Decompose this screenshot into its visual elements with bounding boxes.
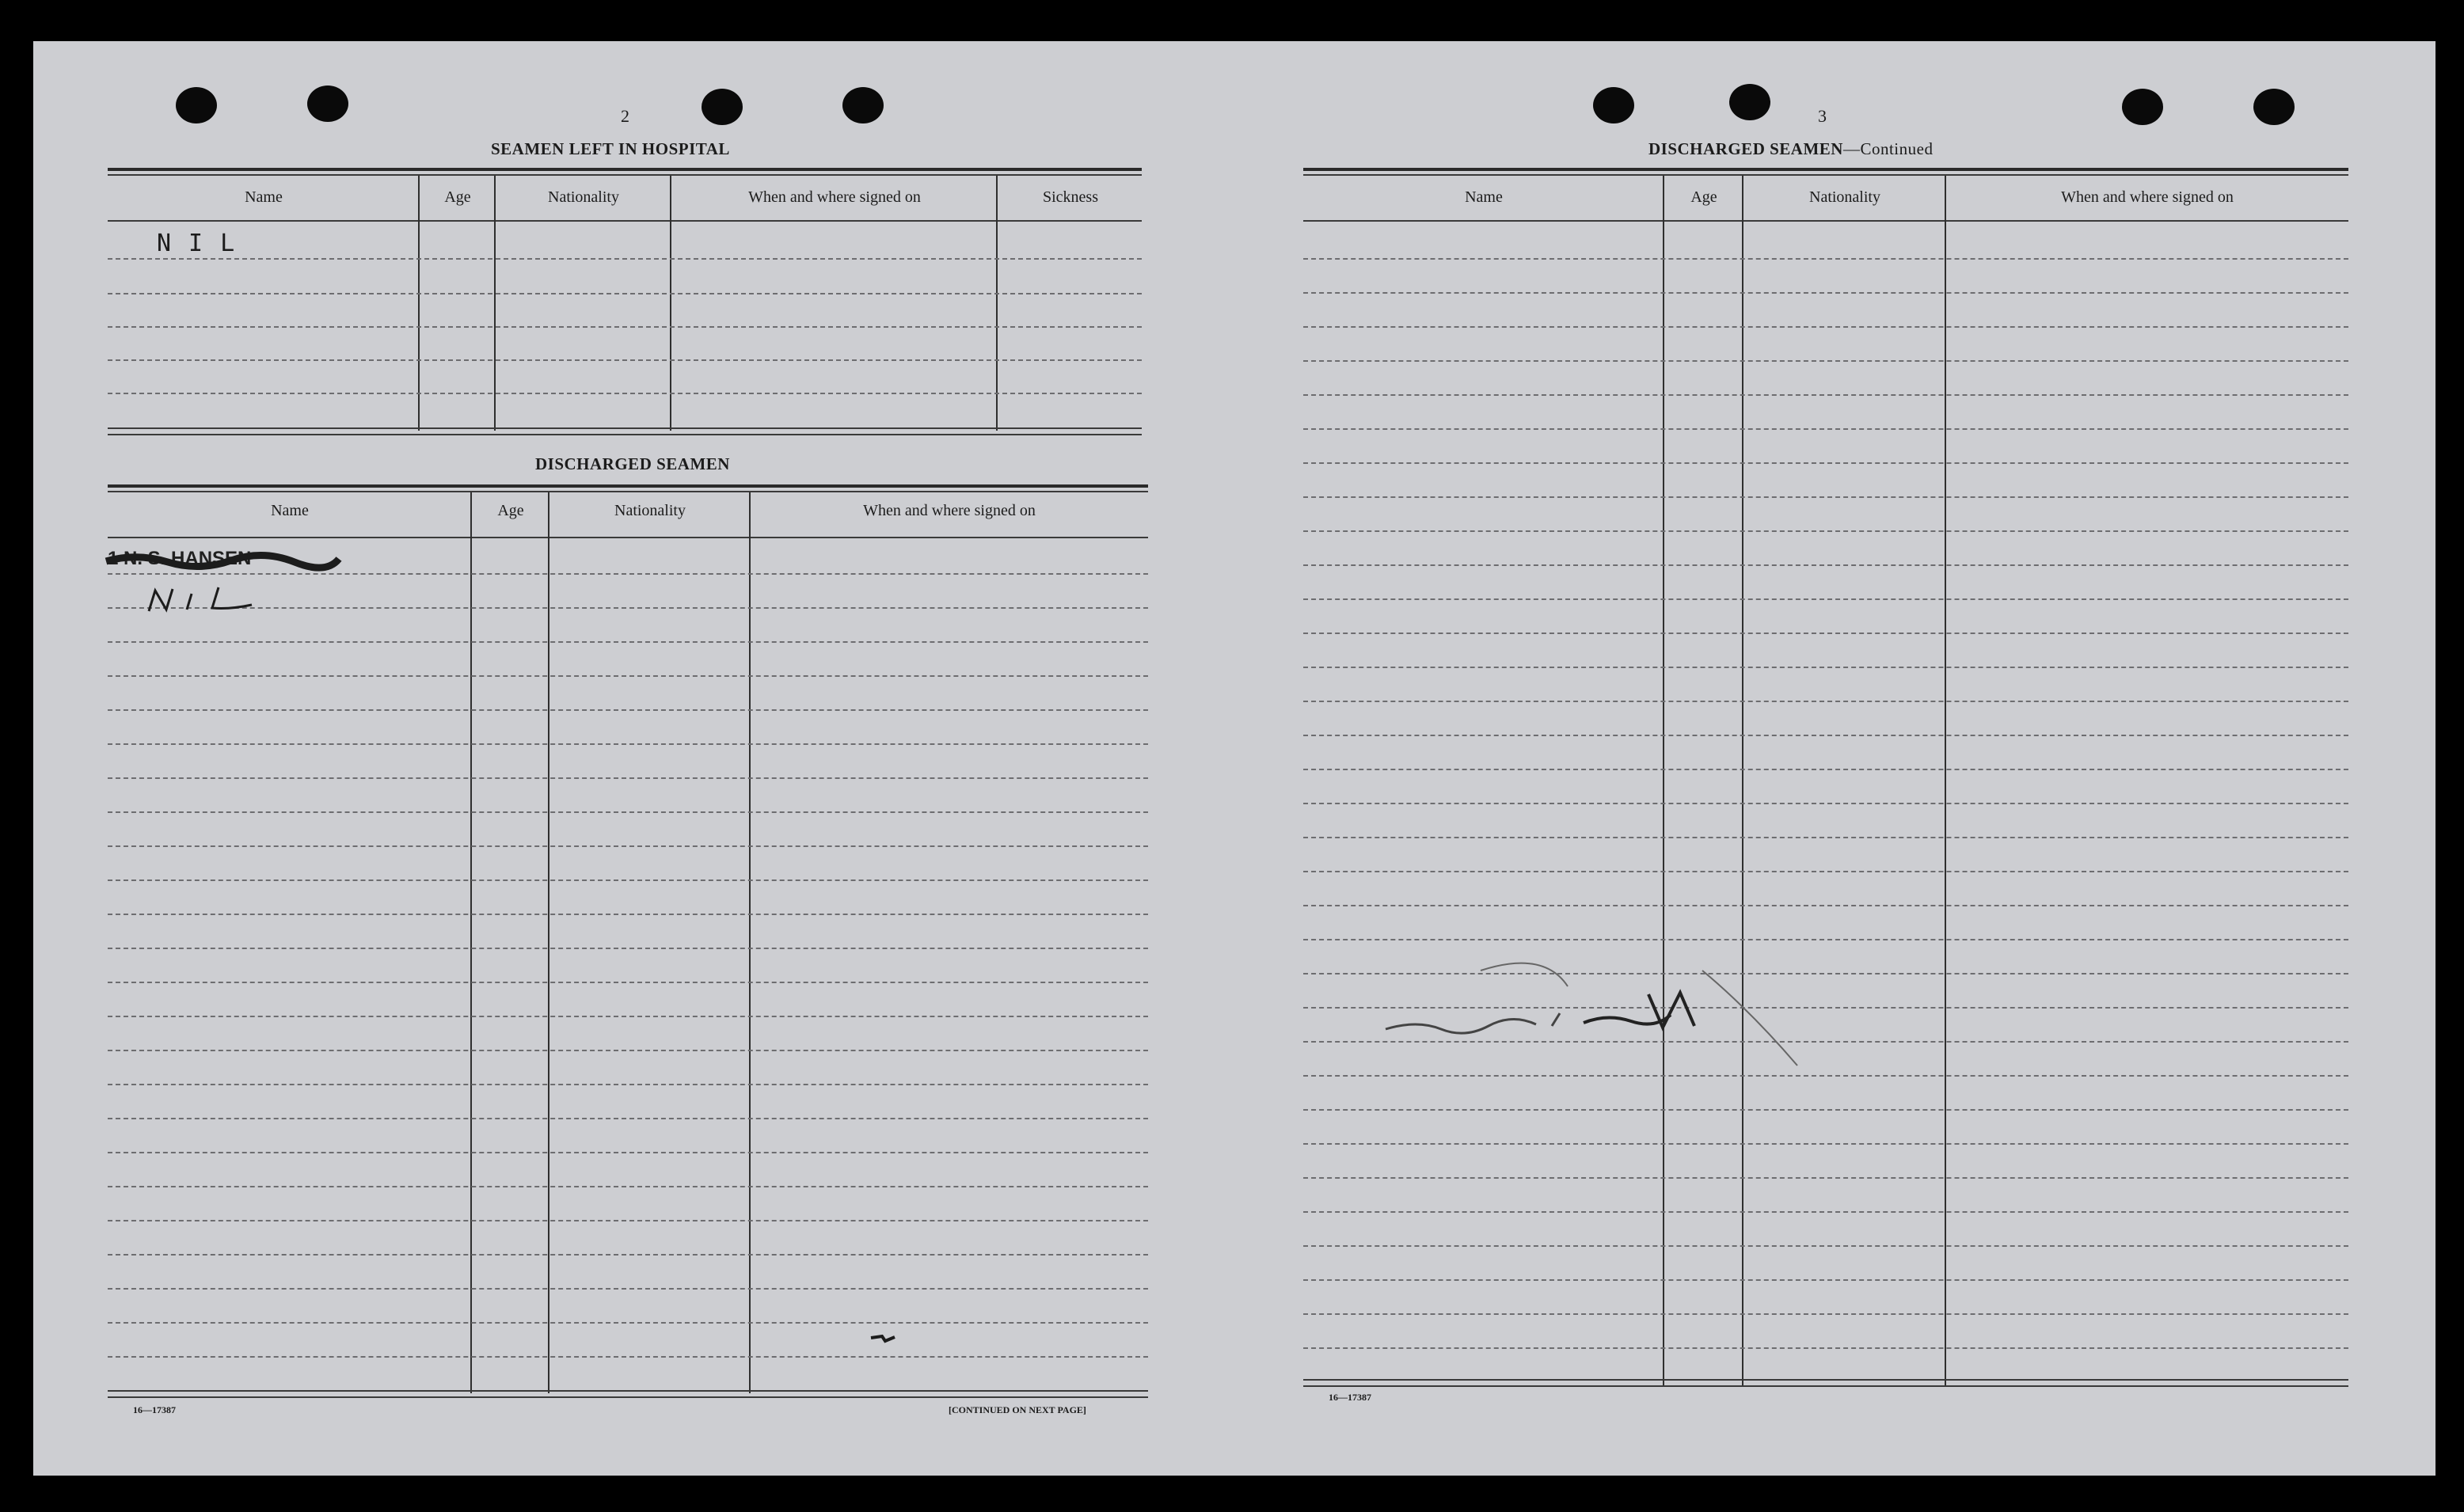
hospital-entry-nil: NIL [157,230,253,257]
entry-line [108,914,1148,915]
entry-line [1303,462,2348,464]
discharged-header-age: Age [497,502,524,519]
entry-line [108,1118,1148,1119]
punch-hole [1729,84,1770,120]
entry-line [1303,667,2348,668]
rule [108,174,1142,176]
entry-line [108,641,1148,643]
discharged-continued-title [1648,139,1933,159]
column-divider [470,492,472,1393]
punch-hole [702,89,743,125]
rule [1303,220,2348,222]
entry-line [1303,598,2348,600]
entry-line [108,573,1148,575]
hospital-header-name: Name [245,188,283,206]
punch-hole [2122,89,2163,125]
discharged-header-name: Name [271,502,309,519]
document-sheet [33,41,2435,1476]
entry-line [108,326,1142,328]
entry-line [108,1050,1148,1051]
entry-line [108,1254,1148,1256]
entry-line [108,709,1148,711]
entry-line [108,1152,1148,1153]
entry-line [1303,1177,2348,1179]
rule [108,1390,1148,1392]
discharged-continued-title-bold: DISCHARGED SEAMEN [1648,139,1843,158]
form-number-left: 16—17387 [133,1404,176,1415]
rule [108,168,1142,171]
discharged-header-nationality: Nationality [614,502,686,519]
entry-line [108,1220,1148,1221]
entry-line [108,258,1142,260]
entry-line [1303,905,2348,906]
entry-line [108,777,1148,779]
entry-line [1303,394,2348,396]
column-divider [749,492,751,1393]
right-header-signed-on: When and where signed on [2061,188,2234,206]
entry-line [108,293,1142,294]
entry-line [1303,803,2348,804]
entry-line [108,948,1148,949]
right-header-name: Name [1465,188,1503,206]
entry-line [1303,701,2348,702]
rule [108,434,1142,435]
punch-hole [1593,87,1634,123]
rule [108,484,1148,488]
punch-hole [307,85,348,122]
form-number-right: 16—17387 [1329,1392,1371,1403]
discharged-section-title: DISCHARGED SEAMEN [535,454,730,473]
entry-line [108,1322,1148,1324]
entry-line [108,1084,1148,1085]
entry-line [1303,360,2348,362]
entry-line [108,675,1148,677]
entry-line [1303,769,2348,770]
entry-line [1303,1313,2348,1315]
rule [108,491,1148,492]
punch-hole [176,87,217,123]
column-divider [1945,176,1946,1385]
rule [108,427,1142,429]
struck-out-entry: 1 N. S. HANSEN [108,548,252,569]
rule [108,537,1148,538]
entry-line [1303,735,2348,736]
entry-line [108,743,1148,745]
rule [1303,1385,2348,1387]
entry-line [1303,564,2348,566]
punch-hole [842,87,884,123]
hospital-section-title: SEAMEN LEFT IN HOSPITAL [491,139,730,158]
right-header-age: Age [1690,188,1717,206]
continued-note: [CONTINUED ON NEXT PAGE] [949,1404,1086,1415]
discharged-header-signed-on: When and where signed on [863,502,1036,519]
entry-line [1303,1075,2348,1077]
rule [1303,168,2348,171]
entry-line [1303,428,2348,430]
entry-line [1303,1211,2348,1213]
entry-line [1303,496,2348,498]
rule [108,220,1142,222]
column-divider [1742,176,1743,1385]
handwritten-nil [143,583,261,616]
entry-line [108,1356,1148,1358]
punch-hole [2253,89,2295,125]
entry-line [1303,326,2348,328]
entry-line [108,1186,1148,1187]
column-divider [1663,176,1664,1385]
entry-line [108,359,1142,361]
rule [1303,1379,2348,1381]
entry-line [1303,939,2348,940]
entry-line [108,1288,1148,1290]
entry-line [1303,1109,2348,1111]
entry-line [1303,871,2348,872]
rule [1303,174,2348,176]
hospital-header-signed-on: When and where signed on [748,188,921,206]
entry-line [108,982,1148,983]
entry-line [1303,1279,2348,1281]
signature-mark [1370,947,1813,1073]
entry-line [1303,1347,2348,1349]
entry-line [108,811,1148,813]
hospital-header-sickness: Sickness [1043,188,1098,206]
entry-line [108,393,1142,394]
discharged-continued-title-suffix: —Continued [1842,139,1934,158]
entry-line [1303,1143,2348,1145]
entry-line [108,879,1148,881]
ink-smudge [868,1330,903,1346]
entry-line [1303,633,2348,634]
entry-line [1303,1245,2348,1247]
entry-line [1303,292,2348,294]
rule [108,1396,1148,1398]
hospital-header-age: Age [444,188,471,206]
right-header-nationality: Nationality [1809,188,1880,206]
entry-line [108,1016,1148,1017]
entry-line [1303,837,2348,838]
page-number-right: 3 [1818,106,1827,126]
page-number-left: 2 [621,106,629,126]
column-divider [548,492,549,1393]
hospital-header-nationality: Nationality [548,188,619,206]
strike-through-scribble [105,551,342,572]
entry-line [1303,530,2348,532]
entry-line [1303,258,2348,260]
entry-line [108,845,1148,847]
entry-line [108,607,1148,609]
